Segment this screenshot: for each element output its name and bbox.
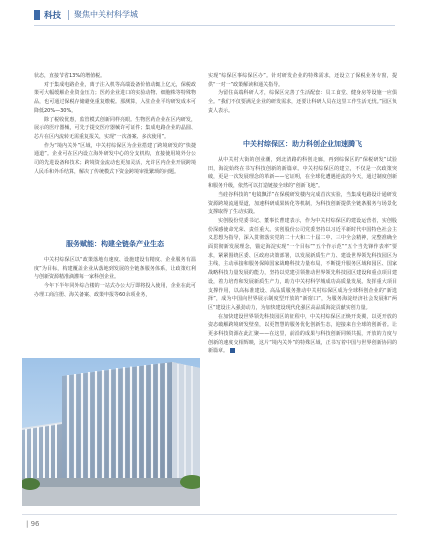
left-column-bottom (34, 256, 196, 300)
paragraph: 中关村综保区以“政策落地有速度、设施建设有精度、企业服务有温度”为目标，构建覆盖企业从落地到发展的全链条服务体系，让政策红利与创新资源精准滴灌每一家科创企业。 (34, 257, 196, 281)
page-number: | 96 (26, 520, 40, 528)
paragraph: 当硅谷科技的“电镜飘洋”在保税研发楼内完成首次实验，当集成电路设计通研发资源跨境流通渠道，加速科研成果转化等机制，为科技创新提供全链条服务与场景化支撑取得了生动实践。 (208, 191, 397, 216)
header-title: 聚焦中关村科学城 (74, 10, 138, 19)
paragraph: 状态，直接节省13%的增值税。 (34, 73, 106, 79)
page-header (0, 0, 427, 26)
header-divider (68, 10, 69, 20)
header-accent-bar (34, 10, 40, 20)
paragraph: 作为“境内关外”区域，中关村综保区为企业搭建了跨境研发的“快捷通道”。企业可在区内设立海外研发中心的分支机构，直接使用境外分公司的先进设备和技术；跨境资金流动也更加灵活，允许区内企业开展跨境人民币和外币结算，解决了传统模式下资金跨境审批繁琐的问题。 (34, 142, 196, 175)
section-heading-service: 服务赋能：构建全链条产业生态 (66, 240, 164, 248)
paragraph: 实现“综保区事综保区办”。针对研发企业的特殊需求，还设立了保税业务专窗，提供“一对一”政策解读和通关指导。 (208, 73, 397, 88)
building-photo (22, 358, 200, 506)
building-illustration (22, 358, 200, 506)
end-mark-icon (230, 348, 235, 353)
paragraph: 今年下半年同外综合楼的一站式办公大厅即将投入使用，企业在此可办理工商注册、海关备案、政策申报等60余项业务， (34, 283, 196, 298)
left-column-top (34, 72, 196, 176)
paragraph: 从中关村大街的创业潮，到北清路的科创走廊，再到综保区的“保税研发”试验田，海淀始终在书写科技创新的新篇章。中关村综保区的建立，不仅是一次政策突破，更是一次发展理念的革新——它证明，在全球化遭遇逆流的今天，通过制度创新和服务升级，依然可以打造链接全球的“创新飞地”。 (208, 157, 397, 190)
section-heading-acceleration: 中关村综保区：助力科创企业加速腾飞 (243, 140, 362, 148)
header-rule (34, 25, 395, 26)
paragraph: 为留住高端科研人才，综保区完善了生活配套：员工食堂、健身房等设施一应俱全。“我们不仅要满足企业的研发需求，还要让科研人员在这里工作生活无忧。”园区负责人表示。 (208, 90, 397, 114)
paragraph: 实创股份党委书记、董事长曹建表示，作为中关村综保区的建设运营者，实创股份深感使命光荣、责任重大。实创股份公司党委坚持以习近平新时代中国特色社会主义思想为指导，深入贯彻落实党的二十大和二十届二中、三中全会精神，完整准确全面贯彻新发展理念，锚定海淀实现“一个目标”“五个作示范”“五个当先锋作表率”要求，紧紧围绕区委、区政府决策部署，以发展新质生产力、建设世界领先科技园区为主线，主动承接和服务保障国家战略科技力量布局，不断提升服务区域和园区、国家战略科技力量发展的能力，坚持以党建引领推动世界领先科技园区建设和重点项目建设，着力培育和发展新质生产力，助力中关村科学城成功高质量发展。发挥重大项目支撑作用，以高标准建设、高品质服务推动中关村综保区成为全球科创企业的“新选择”，成为中国向世界展示制度型开放的“新窗口”，为服务海淀经济社会发展和“两区”建设注入强劲动力，为加快建设现代化强区高品质海淀贡献实创力量。 (208, 217, 397, 311)
paragraph: 除了税收优惠，监管模式创新同样亮眼。生物医药企业在区内研发，展示的医疗器械，可先于提交医疗器械许可证件；集成电路企业的晶圆、芯片在区内流转无需重复报关，实现“一次备案、多次使用”。 (34, 116, 196, 140)
paragraph: 对于集成电路企业，离子注入机等高端设备价值动辄上亿元，保税政策可大幅缓解企业资金压力；医药企业进口的实验动物、细胞株等特殊物品，也可通过保税存储避免重复缴税。那测算，入驻企业平均研发成本可降低20%—30%。 (34, 81, 196, 114)
paragraph (208, 313, 397, 357)
page-number-value: 96 (30, 520, 40, 528)
right-column-bottom (208, 156, 397, 356)
paragraph-text: 在加快建设世界领先科技园区的征程中，中关村综保区正焕开炎翼，以更开放的姿态破解跨境研发壁垒，以更智慧的服务优化创新生态，迎接来自全球的创新者。让更多科技资源在此汇聚——在这里，前沿的成果与科技创新同频共振，开放的力度与创新的速度交相辉映，这片“境内关外”的特殊区域，正书写着中国与世界创新协同的新篇章。 (208, 313, 397, 355)
footer-rule (22, 514, 397, 515)
right-column-top (208, 72, 397, 116)
header-section-label: 科技 (44, 11, 62, 21)
